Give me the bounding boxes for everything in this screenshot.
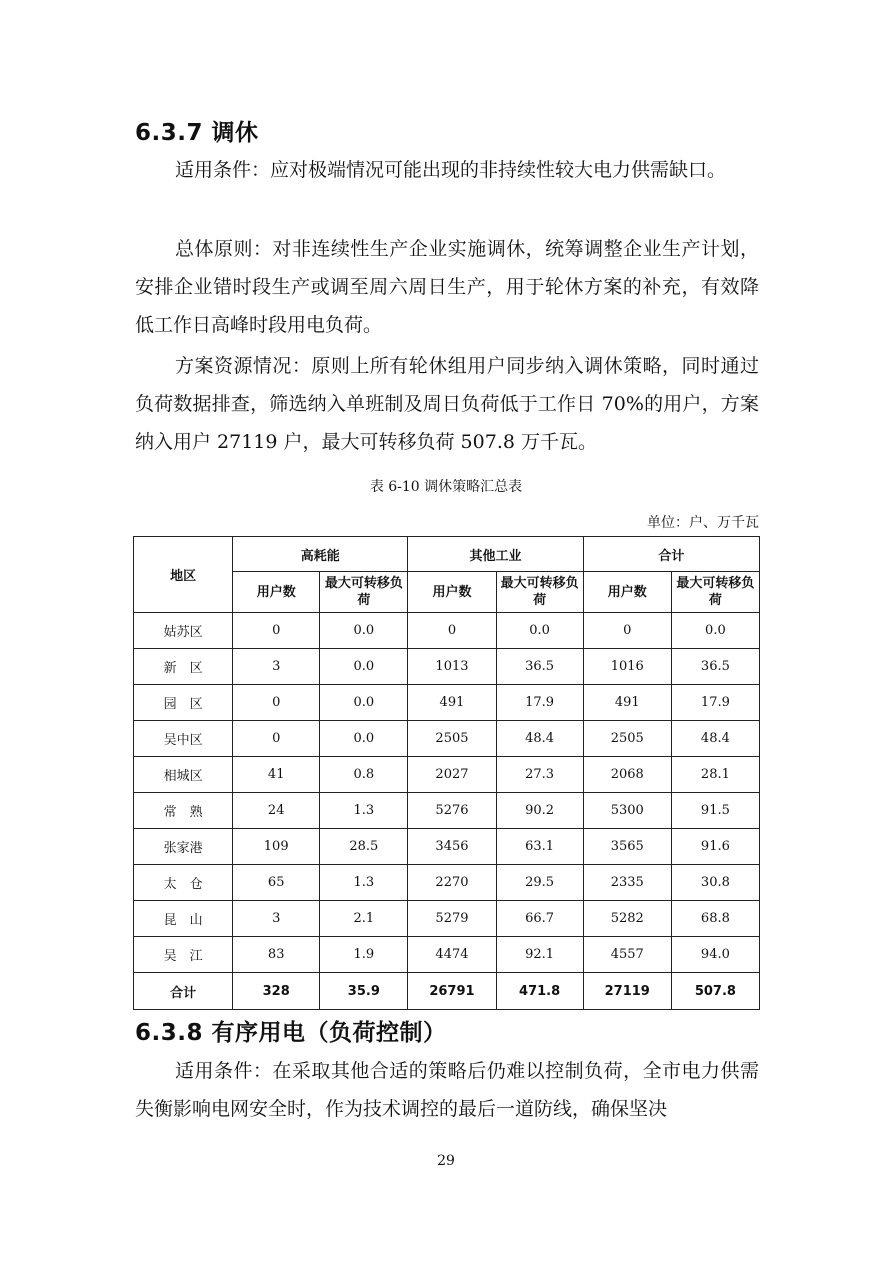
value-cell: 17.9 bbox=[496, 685, 583, 721]
value-cell: 94.0 bbox=[671, 937, 759, 973]
table-row bbox=[134, 865, 760, 901]
value-cell: 5300 bbox=[583, 793, 671, 829]
table-row bbox=[134, 829, 760, 865]
value-cell: 28.5 bbox=[320, 829, 408, 865]
value-cell: 0.0 bbox=[496, 613, 583, 649]
region-cell: 常 熟 bbox=[134, 793, 233, 829]
region-cell: 相城区 bbox=[134, 757, 233, 793]
total-cell: 合计 bbox=[134, 973, 233, 1010]
total-cell: 507.8 bbox=[671, 973, 759, 1010]
table-row bbox=[134, 757, 760, 793]
value-cell: 48.4 bbox=[671, 721, 759, 757]
table-row bbox=[134, 937, 760, 973]
value-cell: 3 bbox=[233, 649, 320, 685]
value-cell: 109 bbox=[233, 829, 320, 865]
value-cell: 1013 bbox=[408, 649, 496, 685]
value-cell: 91.5 bbox=[671, 793, 759, 829]
table-row bbox=[134, 901, 760, 937]
value-cell: 1.3 bbox=[320, 865, 408, 901]
total-cell: 328 bbox=[233, 973, 320, 1010]
subheader-max-transferable-load: 最大可转移负荷 bbox=[320, 572, 408, 613]
total-cell: 26791 bbox=[408, 973, 496, 1010]
table-caption: 表 6-10 调休策略汇总表 bbox=[369, 479, 523, 495]
value-cell: 0.0 bbox=[320, 685, 408, 721]
value-cell: 1.9 bbox=[320, 937, 408, 973]
table-unit-note: 单位：户、万千瓦 bbox=[647, 515, 759, 531]
header-group-total: 合计 bbox=[583, 537, 759, 572]
value-cell: 0.8 bbox=[320, 757, 408, 793]
value-cell: 91.6 bbox=[671, 829, 759, 865]
table-row bbox=[134, 649, 760, 685]
value-cell: 3456 bbox=[408, 829, 496, 865]
header-group-high-energy: 高耗能 bbox=[233, 537, 408, 572]
value-cell: 66.7 bbox=[496, 901, 583, 937]
region-cell: 太 仓 bbox=[134, 865, 233, 901]
value-cell: 2068 bbox=[583, 757, 671, 793]
subheader-user-count: 用户数 bbox=[583, 572, 671, 613]
value-cell: 0 bbox=[583, 613, 671, 649]
value-cell: 0 bbox=[233, 685, 320, 721]
table-body bbox=[134, 613, 760, 973]
header-region: 地区 bbox=[134, 537, 233, 613]
value-cell: 2335 bbox=[583, 865, 671, 901]
value-cell: 0 bbox=[233, 613, 320, 649]
value-cell: 5279 bbox=[408, 901, 496, 937]
region-cell: 张家港 bbox=[134, 829, 233, 865]
value-cell: 30.8 bbox=[671, 865, 759, 901]
value-cell: 24 bbox=[233, 793, 320, 829]
value-cell: 0 bbox=[408, 613, 496, 649]
table-row bbox=[134, 793, 760, 829]
section-heading-6-3-8: 6.3.8 有序用电（负荷控制） bbox=[135, 1020, 447, 1046]
subheader-max-transferable-load: 最大可转移负荷 bbox=[671, 572, 759, 613]
table-total-row bbox=[134, 973, 760, 1010]
value-cell: 4474 bbox=[408, 937, 496, 973]
total-cell: 27119 bbox=[583, 973, 671, 1010]
value-cell: 28.1 bbox=[671, 757, 759, 793]
value-cell: 1.3 bbox=[320, 793, 408, 829]
value-cell: 17.9 bbox=[671, 685, 759, 721]
value-cell: 90.2 bbox=[496, 793, 583, 829]
value-cell: 0.0 bbox=[671, 613, 759, 649]
paragraph-overall-principle: 总体原则：对非连续性生产企业实施调休，统筹调整企业生产计划，安排企业错时段生产或调至周六周日生产，用于轮休方案的补充，有效降低工作日高峰时段用电负荷。 bbox=[135, 238, 759, 336]
value-cell: 36.5 bbox=[671, 649, 759, 685]
header-group-other-industry: 其他工业 bbox=[408, 537, 583, 572]
subheader-user-count: 用户数 bbox=[408, 572, 496, 613]
value-cell: 36.5 bbox=[496, 649, 583, 685]
value-cell: 92.1 bbox=[496, 937, 583, 973]
value-cell: 2270 bbox=[408, 865, 496, 901]
value-cell: 83 bbox=[233, 937, 320, 973]
region-cell: 姑苏区 bbox=[134, 613, 233, 649]
total-cell: 471.8 bbox=[496, 973, 583, 1010]
schedule-shift-summary-table bbox=[133, 536, 760, 1010]
paragraph-resource-situation: 方案资源情况：原则上所有轮休组用户同步纳入调休策略，同时通过负荷数据排查，筛选纳入单班制及周日负荷低于工作日 70%的用户，方案纳入用户 27119 户，最大可转移负荷 507.8 万千瓦。 bbox=[135, 355, 759, 453]
value-cell: 491 bbox=[583, 685, 671, 721]
value-cell: 0.0 bbox=[320, 613, 408, 649]
table-row bbox=[134, 613, 760, 649]
paragraph-applicable-conditions: 适用条件：应对极端情况可能出现的非持续性较大电力供需缺口。 bbox=[175, 159, 727, 181]
value-cell: 65 bbox=[233, 865, 320, 901]
value-cell: 0.0 bbox=[320, 649, 408, 685]
value-cell: 2027 bbox=[408, 757, 496, 793]
value-cell: 491 bbox=[408, 685, 496, 721]
paragraph-orderly-power-conditions: 适用条件：在采取其他合适的策略后仍难以控制负荷，全市电力供需失衡影响电网安全时，作为技术调控的最后一道防线，确保坚决 bbox=[135, 1060, 759, 1120]
value-cell: 29.5 bbox=[496, 865, 583, 901]
value-cell: 27.3 bbox=[496, 757, 583, 793]
subheader-user-count: 用户数 bbox=[233, 572, 320, 613]
region-cell: 吴 江 bbox=[134, 937, 233, 973]
value-cell: 68.8 bbox=[671, 901, 759, 937]
value-cell: 4557 bbox=[583, 937, 671, 973]
value-cell: 3565 bbox=[583, 829, 671, 865]
value-cell: 2505 bbox=[408, 721, 496, 757]
value-cell: 63.1 bbox=[496, 829, 583, 865]
value-cell: 3 bbox=[233, 901, 320, 937]
value-cell: 2505 bbox=[583, 721, 671, 757]
region-cell: 新 区 bbox=[134, 649, 233, 685]
value-cell: 1016 bbox=[583, 649, 671, 685]
page-number: 29 bbox=[437, 1153, 455, 1169]
value-cell: 48.4 bbox=[496, 721, 583, 757]
table-row bbox=[134, 685, 760, 721]
section-heading-6-3-7: 6.3.7 调休 bbox=[135, 120, 259, 146]
value-cell: 41 bbox=[233, 757, 320, 793]
table-row bbox=[134, 721, 760, 757]
value-cell: 0 bbox=[233, 721, 320, 757]
value-cell: 5276 bbox=[408, 793, 496, 829]
value-cell: 2.1 bbox=[320, 901, 408, 937]
value-cell: 0.0 bbox=[320, 721, 408, 757]
value-cell: 5282 bbox=[583, 901, 671, 937]
region-cell: 园 区 bbox=[134, 685, 233, 721]
subheader-max-transferable-load: 最大可转移负荷 bbox=[496, 572, 583, 613]
region-cell: 昆 山 bbox=[134, 901, 233, 937]
total-cell: 35.9 bbox=[320, 973, 408, 1010]
region-cell: 吴中区 bbox=[134, 721, 233, 757]
